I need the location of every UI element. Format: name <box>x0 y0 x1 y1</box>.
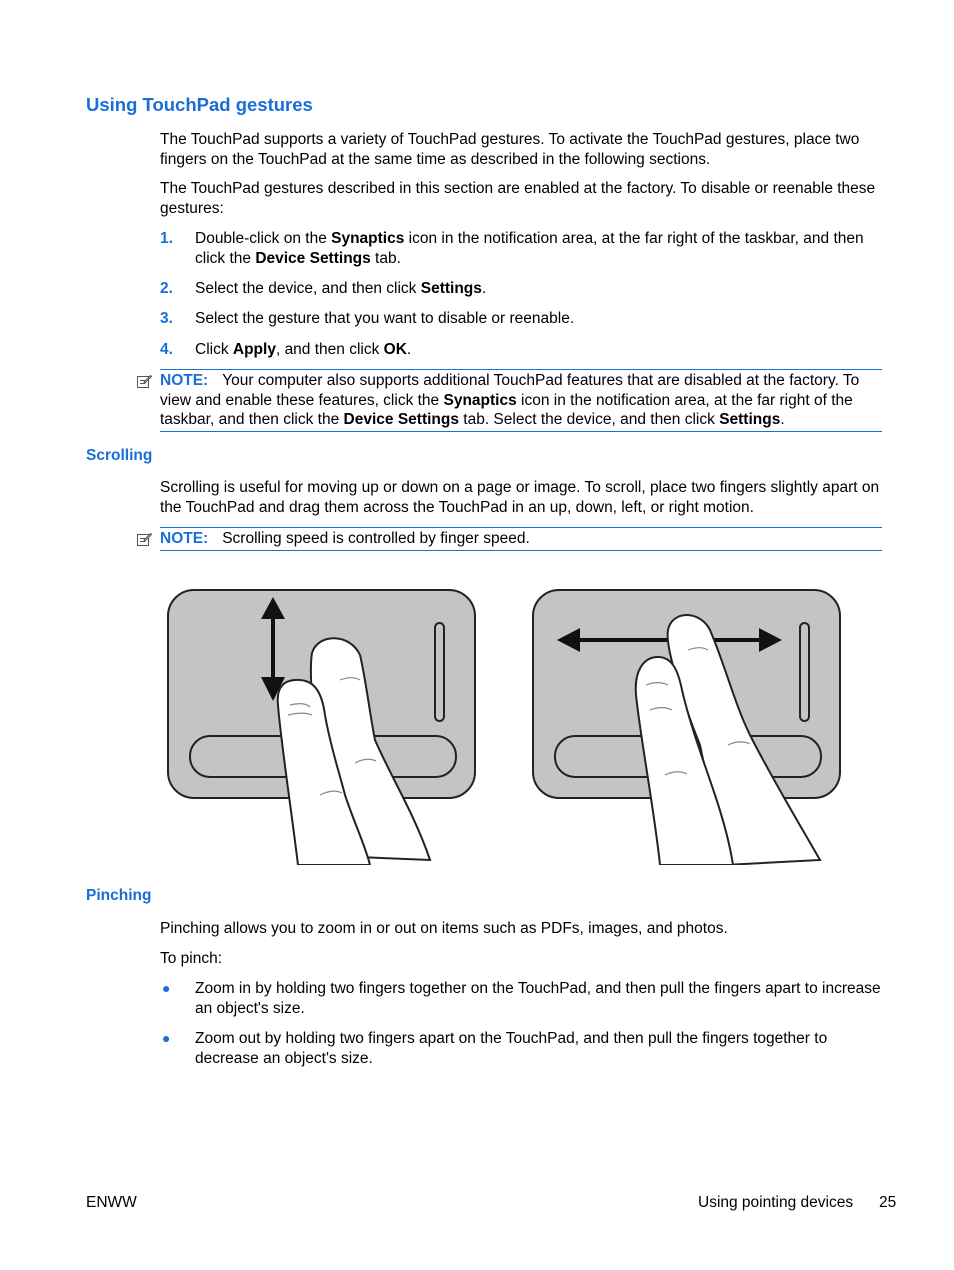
note-box-features: NOTE: Your computer also supports additional TouchPad features that are disabled at the factory. To view and enable these features, click the Synaptics icon in the notification area, at the far right of the taskbar, and then click the Device Settings tab. Select the device, and then click Settings. <box>160 369 882 432</box>
intro-paragraph-2: The TouchPad gestures described in this section are enabled at the factory. To disable or reenable these gestures: <box>160 180 876 217</box>
step-number-1: 1. <box>160 230 173 247</box>
step-1-text: Double-click on the Synaptics icon in the notification area, at the far right of the taskbar, and then click the Device Settings tab. <box>195 230 864 267</box>
note-label: NOTE: <box>160 530 209 547</box>
bullet-dot-icon: ● <box>162 980 171 996</box>
step-3-text: Select the gesture that you want to disable or reenable. <box>195 310 575 327</box>
scrolling-heading: Scrolling <box>86 447 153 464</box>
pinching-bullet-zoom-in: Zoom in by holding two fingers together on the TouchPad, and then pull the fingers apart to increase an object's size. <box>195 980 881 1017</box>
touchpad-horizontal-scroll-figure <box>533 590 840 865</box>
pinching-bullet-zoom-out: Zoom out by holding two fingers apart on the TouchPad, and then pull the fingers together to decrease an object's size. <box>195 1030 828 1067</box>
to-pinch-label: To pinch: <box>160 950 223 967</box>
touchpad-vertical-scroll-figure <box>168 590 475 865</box>
note-pencil-icon <box>136 373 152 389</box>
step-number-3: 3. <box>160 310 173 327</box>
step-number-2: 2. <box>160 280 173 297</box>
scrolling-paragraph: Scrolling is useful for moving up or down on a page or image. To scroll, place two fingers slightly apart on the TouchPad and drag them across the TouchPad in an up, down, left, or right motion. <box>160 479 880 516</box>
touchpad-scrolling-illustration <box>160 585 850 865</box>
pinching-paragraph: Pinching allows you to zoom in or out on items such as PDFs, images, and photos. <box>160 920 728 937</box>
bullet-dot-icon: ● <box>162 1030 171 1046</box>
footer-left-label: ENWW <box>86 1194 137 1211</box>
footer-page-number: 25 <box>879 1194 897 1211</box>
step-2-text: Select the device, and then click Settings. <box>195 280 487 297</box>
intro-paragraph-1: The TouchPad supports a variety of TouchPad gestures. To activate the TouchPad gestures, place two fingers on the TouchPad at the same time as described in the following sections. <box>160 131 860 168</box>
pinching-heading: Pinching <box>86 887 152 904</box>
note-box-scrolling: NOTE: Scrolling speed is controlled by finger speed. <box>160 527 882 551</box>
step-number-4: 4. <box>160 341 173 358</box>
note-pencil-icon <box>136 531 152 547</box>
footer-section-title: Using pointing devices <box>698 1194 854 1211</box>
step-4-text: Click Apply, and then click OK. <box>195 341 412 358</box>
page-heading: Using TouchPad gestures <box>86 94 313 115</box>
note-label: NOTE: <box>160 372 209 389</box>
